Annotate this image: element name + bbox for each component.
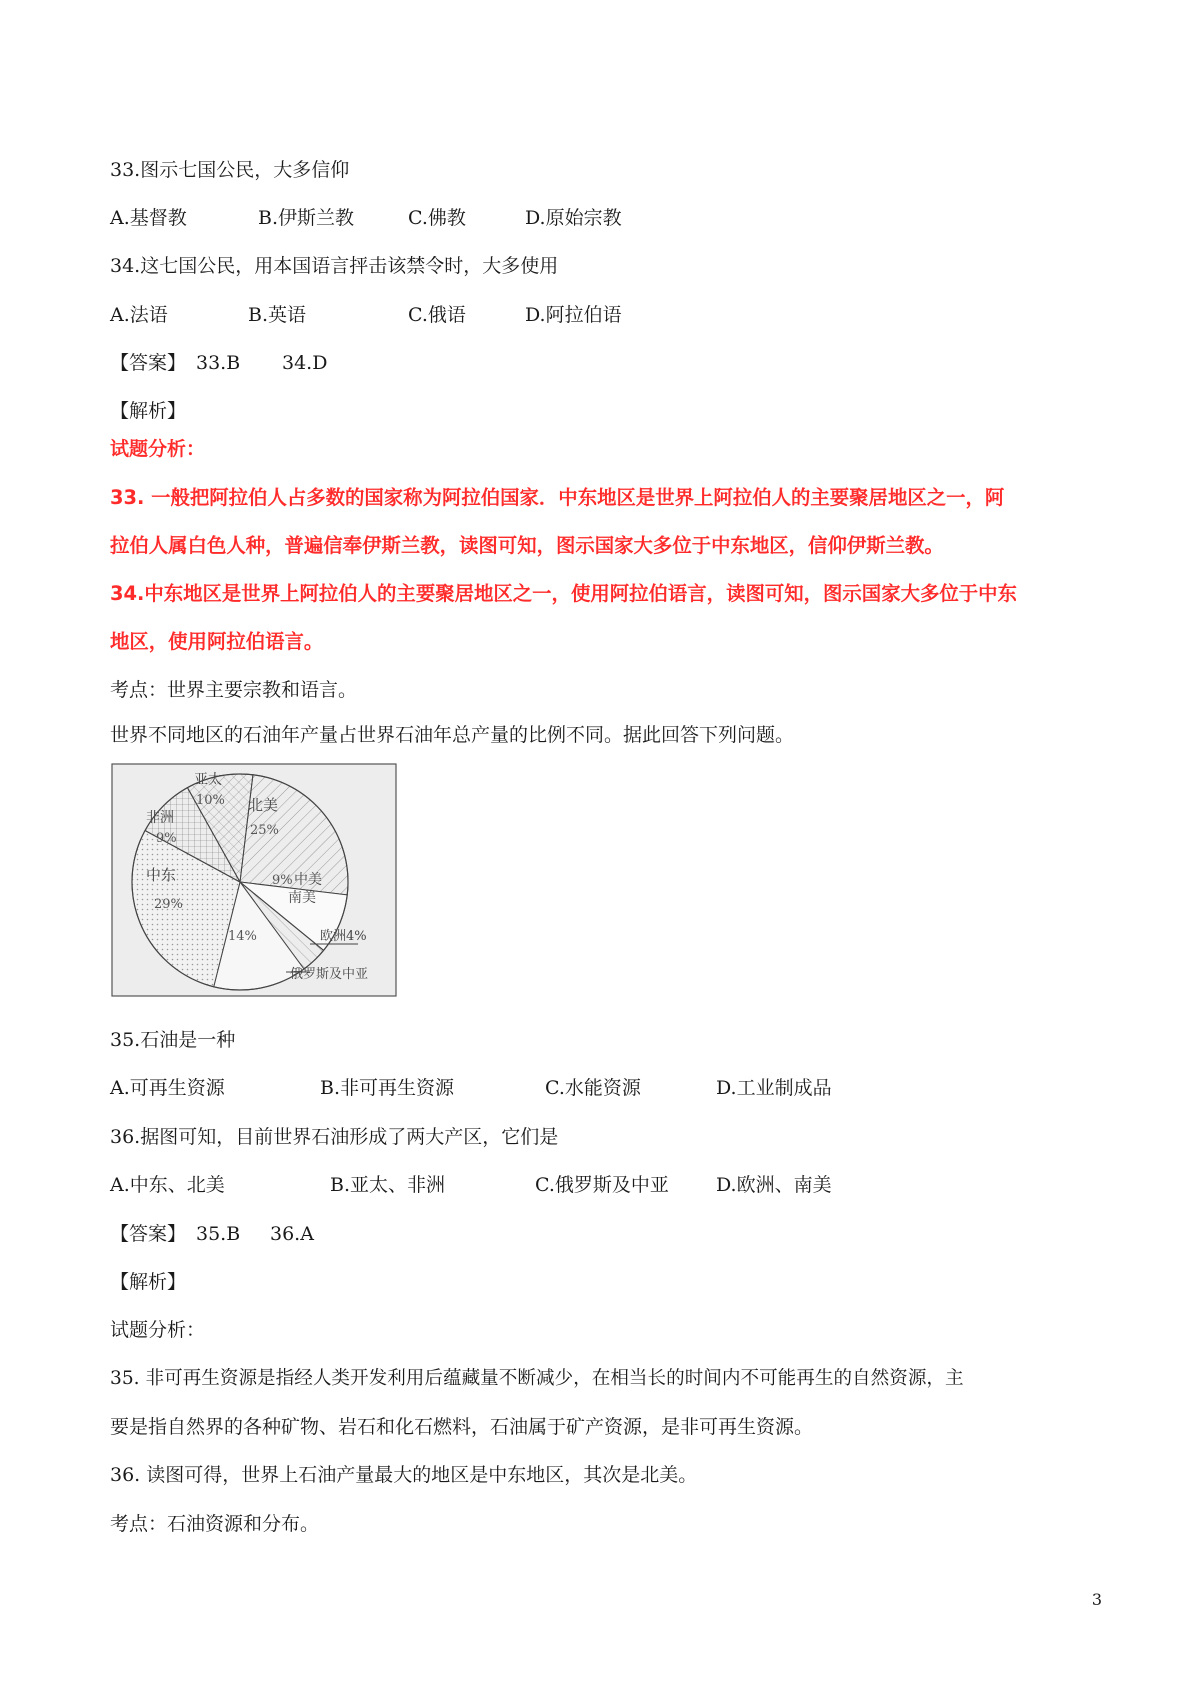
value-north-america: 25% <box>250 823 279 838</box>
value-russia: 14% <box>228 929 257 944</box>
label-asia-pacific: 亚太 <box>194 772 222 788</box>
q33-stem: 33.图示七国公民，大多信仰 <box>110 159 350 181</box>
q35-option-d: D.工业制成品 <box>716 1077 832 1099</box>
value-asia-pacific: 10% <box>196 793 225 808</box>
q36-option-a: A.中东、北美 <box>110 1174 225 1196</box>
q33-option-d: D.原始宗教 <box>525 207 622 229</box>
q35-option-c: C.水能资源 <box>545 1077 641 1099</box>
answer-34: 34.D <box>282 352 328 374</box>
page-number: 3 <box>1091 1590 1102 1609</box>
q35-option-a: A.可再生资源 <box>110 1077 225 1099</box>
value-africa: 9% <box>156 831 177 846</box>
q36-option-b: B.亚太、非洲 <box>330 1174 446 1196</box>
value-central-south-america: 9% <box>272 873 293 888</box>
label-africa: 非洲 <box>146 810 174 826</box>
intro-text: 世界不同地区的石油年产量占世界石油年总产量的比例不同。据此回答下列问题。 <box>110 724 795 746</box>
analysis-34-line1: 34.中东地区是世界上阿拉伯人的主要聚居地区之一，使用阿拉伯语言，读图可知，图示国家大多位于中东 <box>110 582 1017 605</box>
answer-33: 33.B <box>196 352 241 374</box>
answer-36: 36.A <box>270 1223 314 1245</box>
q33-option-a: A.基督教 <box>110 207 187 229</box>
q35-option-b: B.非可再生资源 <box>320 1077 455 1099</box>
label-north-america: 北美 <box>248 796 279 814</box>
q34-stem: 34.这七国公民，用本国语言抨击该禁令时，大多使用 <box>110 255 559 277</box>
analysis-label: 【解析】 <box>110 400 187 422</box>
kaodian-1: 考点：世界主要宗教和语言。 <box>110 679 358 701</box>
q33-option-c: C.佛教 <box>408 207 466 229</box>
answer-label: 【答案】 <box>110 352 187 374</box>
label-central-america: 中美 <box>294 872 322 888</box>
label-russia-central-asia: 俄罗斯及中亚 <box>290 967 369 982</box>
q33-option-b: B.伊斯兰教 <box>258 207 355 229</box>
analysis-heading-2: 试题分析： <box>110 1319 206 1341</box>
label-europe: 欧洲4% <box>320 929 367 944</box>
q34-option-c: C.俄语 <box>408 304 466 326</box>
q34-option-a: A.法语 <box>110 304 168 326</box>
q36-option-c: C.俄罗斯及中亚 <box>535 1174 669 1196</box>
analysis-label-2: 【解析】 <box>110 1271 187 1293</box>
oil-production-pie-chart <box>110 762 400 1002</box>
q34-option-d: D.阿拉伯语 <box>525 304 622 326</box>
answer-35: 35.B <box>196 1223 241 1245</box>
q34-option-b: B.英语 <box>248 304 307 326</box>
analysis-33-line1: 33. 一般把阿拉伯人占多数的国家称为阿拉伯国家．中东地区是世界上阿拉伯人的主要聚居地区之一，阿 <box>110 486 1005 509</box>
analysis-34-line2: 地区，使用阿拉伯语言。 <box>110 630 324 653</box>
analysis-35-line1: 35. 非可再生资源是指经人类开发利用后蕴藏量不断减少，在相当长的时间内不可能再生的自然资源，主 <box>110 1368 964 1389</box>
q36-stem: 36.据图可知，目前世界石油形成了两大产区，它们是 <box>110 1126 559 1148</box>
analysis-heading: 试题分析： <box>110 438 206 460</box>
answer-label-2: 【答案】 <box>110 1223 187 1245</box>
q36-option-d: D.欧洲、南美 <box>716 1174 832 1196</box>
label-south-america: 南美 <box>288 890 316 906</box>
analysis-36: 36. 读图可得，世界上石油产量最大的地区是中东地区，其次是北美。 <box>110 1464 698 1486</box>
value-middle-east: 29% <box>154 897 183 912</box>
label-middle-east: 中东 <box>146 866 177 884</box>
analysis-33-line2: 拉伯人属白色人种，普遍信奉伊斯兰教，读图可知，图示国家大多位于中东地区，信仰伊斯兰教。 <box>110 534 944 557</box>
analysis-35-line2: 要是指自然界的各种矿物、岩石和化石燃料，石油属于矿产资源，是非可再生资源。 <box>110 1416 814 1438</box>
q35-stem: 35.石油是一种 <box>110 1029 236 1051</box>
kaodian-2: 考点：石油资源和分布。 <box>110 1513 320 1535</box>
